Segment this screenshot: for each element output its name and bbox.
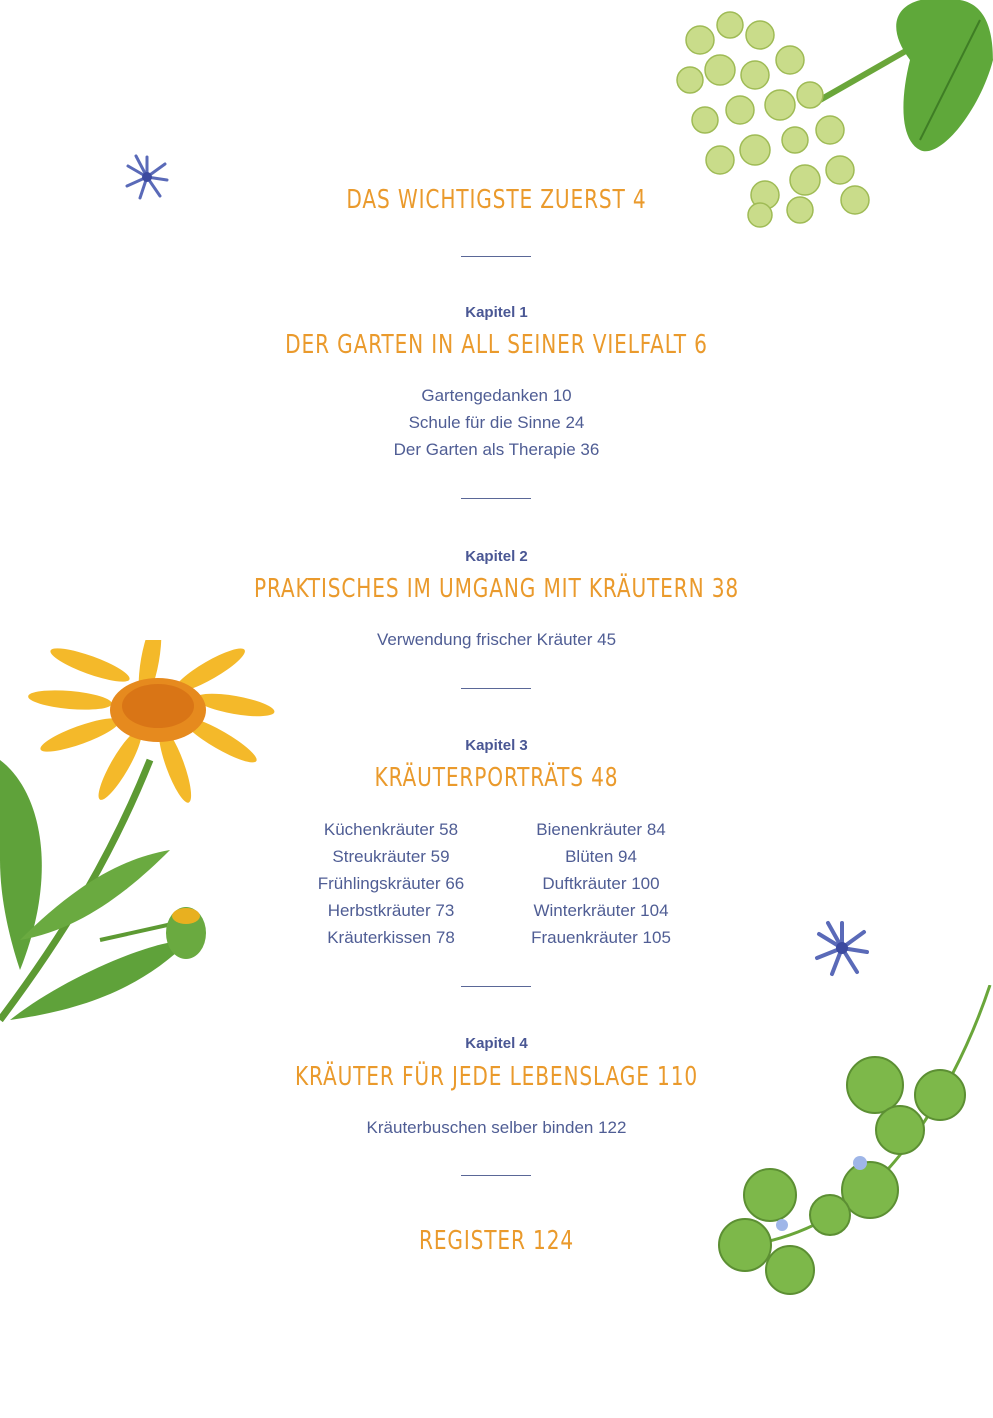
toc-entry: Küchenkräuter 58	[323, 820, 459, 839]
divider	[461, 498, 531, 499]
toc-entry: Streukräuter 59	[332, 847, 450, 866]
register-heading: REGISTER 124	[418, 1226, 575, 1256]
chapter-1-title: DER GARTEN IN ALL SEINER VIELFALT 6	[285, 330, 708, 360]
toc-entry: Kräuterbuschen selber binden 122	[366, 1118, 627, 1137]
chapter-3-title: KRÄUTERPORTRÄTS 48	[374, 763, 619, 793]
toc-entry: Schule für die Sinne 24	[408, 413, 585, 432]
chapter-4-title: KRÄUTER FÜR JEDE LEBENSLAGE 110	[294, 1062, 699, 1092]
divider	[461, 256, 531, 257]
toc-entry: Verwendung frischer Kräuter 45	[376, 630, 617, 649]
chapter-2-label: Kapitel 2	[465, 548, 528, 565]
toc-entry: Kräuterkissen 78	[327, 928, 455, 947]
intro-heading: DAS WICHTIGSTE ZUERST 4	[346, 185, 647, 215]
divider	[461, 688, 531, 689]
toc-entry: Bienenkräuter 84	[536, 820, 666, 839]
divider	[461, 1175, 531, 1176]
toc-entry: Herbstkräuter 73	[327, 901, 455, 920]
toc-entry: Duftkräuter 100	[542, 874, 660, 893]
toc-entry: Frauenkräuter 105	[531, 928, 671, 947]
toc-entry: Blüten 94	[565, 847, 637, 866]
chapter-2-title: PRAKTISCHES IM UMGANG MIT KRÄUTERN 38	[253, 574, 740, 604]
cornflower-icon	[812, 918, 872, 978]
chapter-3-label: Kapitel 3	[465, 737, 528, 754]
toc-entry: Der Garten als Therapie 36	[393, 440, 600, 459]
chapter-1-label: Kapitel 1	[465, 304, 528, 321]
chapter-4-label: Kapitel 4	[465, 1035, 528, 1052]
arnica-flower-illustration	[0, 640, 290, 1040]
toc-column-left	[291, 816, 491, 951]
toc-entry: Frühlingskräuter 66	[317, 874, 465, 893]
divider	[461, 986, 531, 987]
toc-column-right	[501, 816, 701, 951]
toc-entry: Winterkräuter 104	[533, 901, 669, 920]
toc-entry: Gartengedanken 10	[421, 386, 572, 405]
